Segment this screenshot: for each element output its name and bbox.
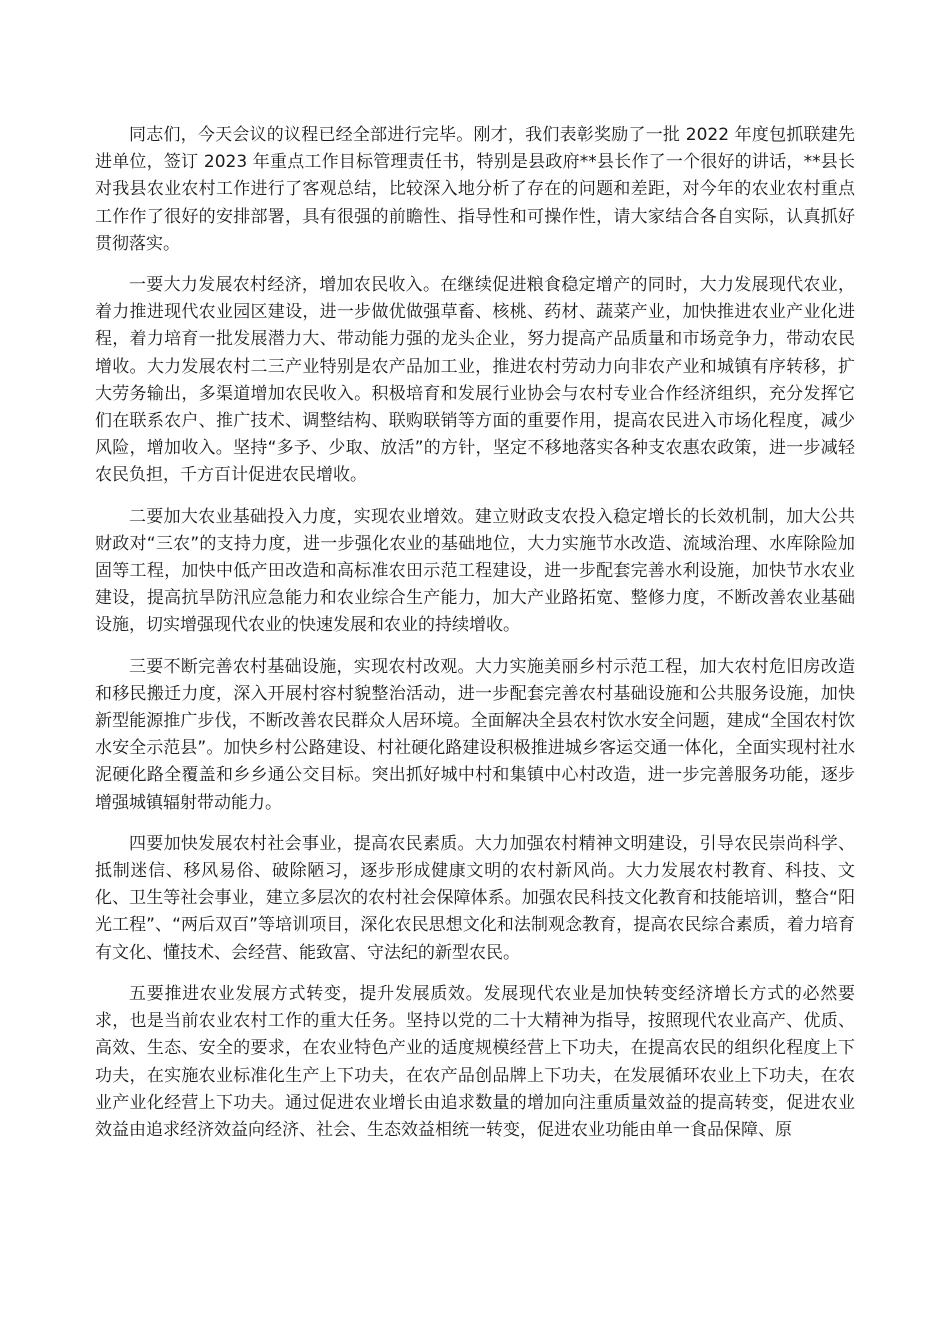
paragraph-opening: 同志们，今天会议的议程已经全部进行完毕。刚才，我们表彰奖励了一批 2022 年度包抓联建先进单位，签订 2023 年重点工作目标管理责任书，特别是县政府**县长作了一个很好的讲话，**县长对我县农业农村工作进行了客观总结，比较深入地分析了存在的问题和差距，对今年的农业农村重点工作作了很好的安排部署，具有很强的前瞻性、指导性和可操作性，请大家结合各自实际，认真抓好贯彻落实。: [95, 125, 855, 254]
paragraph-agricultural-investment: 二要加大农业基础投入力度，实现农业增效。建立财政支农投入稳定增长的长效机制，加大公共财政对“三农”的支持力度，进一步强化农业的基础地位，大力实施节水改造、流域治理、水库除险加固等工程，加快中低产田改造和高标准农田示范工程建设，进一步配套完善水利设施，加快节水农业建设，提高抗旱防汛应急能力和农业综合生产能力，加大产业路拓宽、整修力度，不断改善农业基础设施，切实增强现代农业的快速发展和农业的持续增收。: [95, 506, 855, 636]
paragraph-rural-infrastructure: 三要不断完善农村基础设施，实现农村改观。大力实施美丽乡村示范工程，加大农村危旧房改造和移民搬迁力度，深入开展村容村貌整治活动，进一步配套完善农村基础设施和公共服务设施，加快新型能源推广步伐，不断改善农民群众人居环境。全面解决全县农村饮水安全问题，建成“全国农村饮水安全示范县”。加快乡村公路建设、村社硬化路建设积极推进城乡客运交通一体化，全面实现村社水泥硬化路全覆盖和乡乡通公交目标。突出抓好城中村和集镇中心村改造，进一步完善服务功能，逐步增强城镇辐射带动能力。: [95, 656, 855, 813]
paragraph-social-undertakings: 四要加快发展农村社会事业，提高农民素质。大力加强农村精神文明建设，引导农民崇尚科学、抵制迷信、移风易俗、破除陋习，逐步形成健康文明的农村新风尚。大力发展农村教育、科技、文化、卫生等社会事业，建立多层次的农村社会保障体系。加强农民科技文化教育和技能培训，整合“阳光工程”、“两后双百”等培训项目，深化农民思想文化和法制观念教育，提高农民综合素质，着力培育有文化、懂技术、会经营、能致富、守法纪的新型农民。: [95, 833, 855, 963]
document-page: [95, 122, 855, 1158]
paragraph-rural-economy: 一要大力发展农村经济，增加农民收入。在继续促进粮食稳定增产的同时，大力发展现代农业，着力推进现代农业园区建设，进一步做优做强草畜、核桃、药材、蔬菜产业，加快推进农业产业化进程，着力培育一批发展潜力大、带动能力强的龙头企业，努力提高产品质量和市场竞争力，带动农民增收。大力发展农村二三产业特别是农产品加工业，推进农村劳动力向非农产业和城镇有序转移，扩大劳务输出，多渠道增加农民收入。积极培育和发展行业协会与农村专业合作经济组织，充分发挥它们在联系农户、推广技术、调整结构、联购联销等方面的重要作用，提高农民进入市场化程度，减少风险，增加收入。坚持“多予、少取、放活”的方针，坚定不移地落实各种支农惠农政策，进一步减轻农民负担，千方百计促进农民增收。: [95, 275, 855, 486]
paragraph-development-transformation: 五要推进农业发展方式转变，提升发展质效。发展现代农业是加快转变经济增长方式的必然要求，也是当前农业农村工作的重大任务。坚持以党的二十大精神为指导，按照现代农业高产、优质、高效、生态、安全的要求，在农业特色产业的适度规模经营上下功夫，在提高农民的组织化程度上下功夫，在实施农业标准化生产上下功夫，在农产品创品牌上下功夫，在发展循环农业上下功夫，在农业产业化经营上下功夫。通过促进农业增长由追求数量的增加向注重质量效益的提高转变，促进农业效益由追求经济效益向经济、社会、生态效益相统一转变，促进农业功能由单一食品保障、原: [95, 983, 855, 1140]
